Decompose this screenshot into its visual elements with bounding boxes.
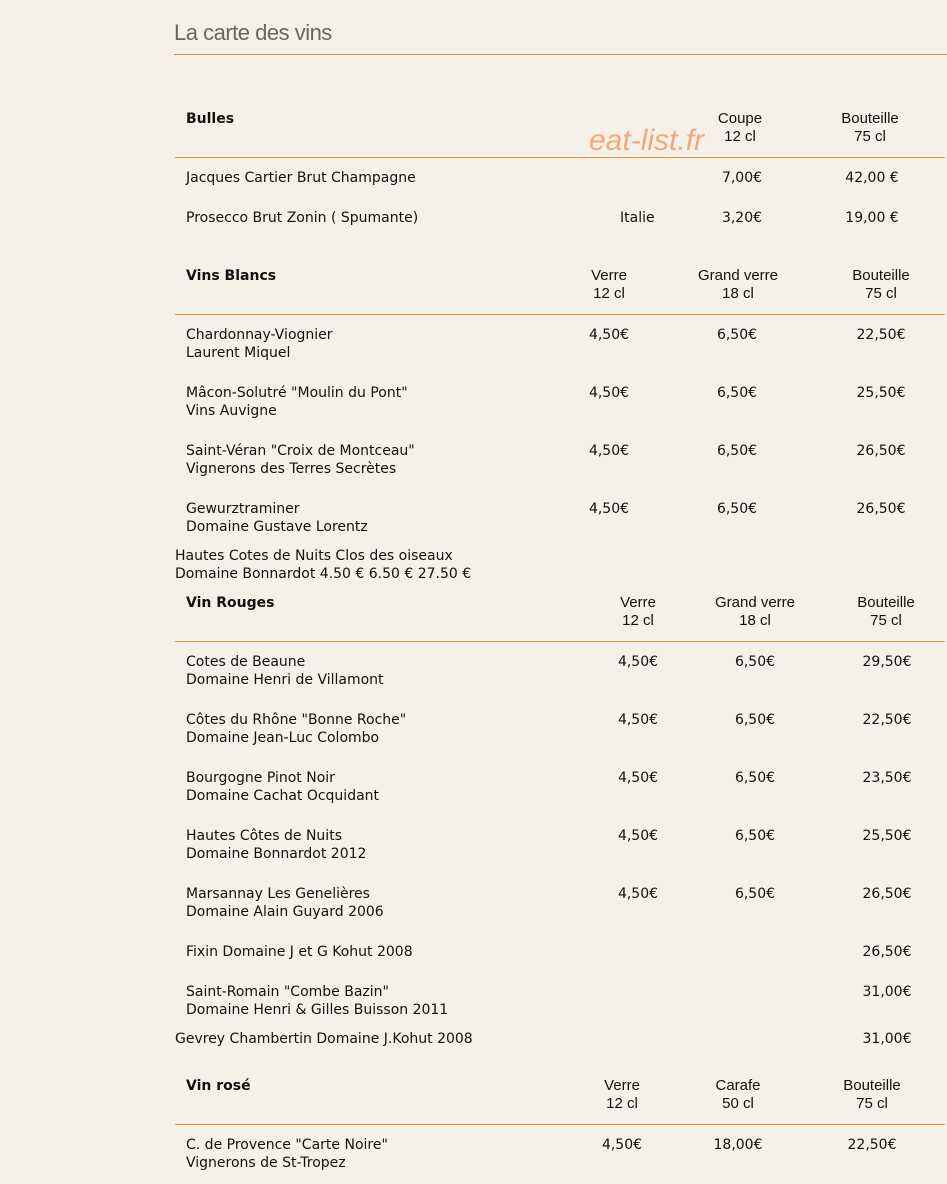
- wine-producer: Vins Auvigne: [186, 403, 277, 419]
- page-title: La carte des vins: [174, 20, 332, 45]
- price-verre: 4,50€: [617, 654, 659, 670]
- price-verre: 4,50€: [617, 886, 659, 902]
- wine-name: Fixin Domaine J et G Kohut 2008: [186, 944, 413, 960]
- section-divider: [175, 641, 945, 642]
- price-bouteille: 31,00€: [862, 1031, 912, 1047]
- price-verre: 4,50€: [588, 385, 630, 401]
- wine-name: Marsannay Les Genelières: [186, 886, 370, 902]
- price-verre: 4,50€: [617, 770, 659, 786]
- col-header-bouteille: [857, 594, 915, 630]
- price-verre: 4,50€: [588, 443, 630, 459]
- wine-producer: Domaine Gustave Lorentz: [186, 519, 368, 535]
- wine-producer: Domaine Cachat Ocquidant: [186, 788, 380, 804]
- wine-producer: Laurent Miquel: [186, 345, 291, 361]
- price-coupe: 3,20€: [721, 210, 763, 226]
- col-header-carafe: [715, 1077, 760, 1113]
- price-bouteille: 25,50€: [862, 828, 912, 844]
- price-bouteille: 22,50€: [856, 327, 906, 343]
- col-label: Grand verre: [714, 594, 796, 611]
- col-header-verre: [591, 267, 627, 303]
- col-header-grand-verre: [698, 267, 778, 303]
- section-title: Vin rosé: [186, 1078, 251, 1094]
- wine-producer: Domaine Alain Guyard 2006: [186, 904, 384, 920]
- price-bouteille: 42,00 €: [845, 170, 899, 186]
- wine-name: Bourgogne Pinot Noir: [186, 770, 335, 786]
- wine-name: Mâcon-Solutré "Moulin du Pont": [186, 385, 408, 401]
- wine-name: Jacques Cartier Brut Champagne: [186, 170, 416, 186]
- wine-name: Hautes Cotes de Nuits Clos des oiseaux: [175, 548, 453, 564]
- wine-name: Côtes du Rhône "Bonne Roche": [186, 712, 407, 728]
- col-size: 50 cl: [722, 1095, 754, 1112]
- price-grand-verre: 6,50€: [716, 443, 758, 459]
- price-coupe: 7,00€: [721, 170, 763, 186]
- price-verre: 4,50€: [601, 1137, 643, 1153]
- col-label: Grand verre: [697, 267, 779, 284]
- col-size: 12 cl: [622, 612, 654, 629]
- wine-name: Saint-Romain "Combe Bazin": [186, 984, 389, 1000]
- col-size: 75 cl: [865, 285, 897, 302]
- wine-name: Gewurztraminer: [186, 501, 300, 517]
- wine-producer: Vignerons de St-Tropez: [186, 1155, 346, 1171]
- col-header-grand-verre: [715, 594, 795, 630]
- price-verre: 4,50€: [617, 712, 659, 728]
- wine-producer-prices: Domaine Bonnardot 4.50 € 6.50 € 27.50 €: [175, 566, 472, 582]
- price-grand-verre: 6,50€: [734, 770, 776, 786]
- price-bouteille: 26,50€: [862, 944, 912, 960]
- col-size: 12 cl: [724, 128, 756, 145]
- col-size: 75 cl: [870, 612, 902, 629]
- price-grand-verre: 6,50€: [716, 501, 758, 517]
- price-bouteille: 19,00 €: [845, 210, 899, 226]
- price-bouteille: 22,50€: [847, 1137, 897, 1153]
- price-carafe: 18,00€: [713, 1137, 763, 1153]
- wine-origin: Italie: [620, 210, 655, 226]
- wine-producer: Domaine Henri de Villamont: [186, 672, 384, 688]
- section-title: Vin Rouges: [186, 595, 275, 611]
- col-label: Verre: [620, 594, 656, 611]
- col-label: Coupe: [717, 110, 763, 127]
- price-grand-verre: 6,50€: [734, 654, 776, 670]
- col-header-bouteille: [843, 1077, 901, 1113]
- col-label: Verre: [604, 1077, 640, 1094]
- price-bouteille: 29,50€: [862, 654, 912, 670]
- wine-name: C. de Provence "Carte Noire": [186, 1137, 388, 1153]
- price-bouteille: 23,50€: [862, 770, 912, 786]
- col-header-coupe: [718, 110, 762, 146]
- col-label: Bouteille: [843, 1077, 901, 1094]
- title-divider: [174, 54, 947, 55]
- col-header-bouteille: [852, 267, 910, 303]
- wine-name: Gevrey Chambertin Domaine J.Kohut 2008: [175, 1031, 473, 1047]
- col-size: 18 cl: [739, 612, 771, 629]
- price-bouteille: 22,50€: [862, 712, 912, 728]
- col-label: Bouteille: [852, 267, 910, 284]
- col-header-bouteille: [841, 110, 899, 146]
- col-size: 12 cl: [593, 285, 625, 302]
- price-grand-verre: 6,50€: [734, 712, 776, 728]
- price-bouteille: 26,50€: [862, 886, 912, 902]
- price-verre: 4,50€: [588, 327, 630, 343]
- col-header-verre: [620, 594, 656, 630]
- col-label: Carafe: [715, 1077, 761, 1094]
- wine-name: Prosecco Brut Zonin ( Spumante): [186, 210, 419, 226]
- col-label: Verre: [591, 267, 627, 284]
- col-label: Bouteille: [857, 594, 915, 611]
- wine-name: Chardonnay-Viognier: [186, 327, 333, 343]
- section-divider: [175, 314, 945, 315]
- price-grand-verre: 6,50€: [734, 886, 776, 902]
- col-header-verre: [604, 1077, 640, 1113]
- price-bouteille: 25,50€: [856, 385, 906, 401]
- col-size: 75 cl: [854, 128, 886, 145]
- price-verre: 4,50€: [617, 828, 659, 844]
- col-size: 12 cl: [606, 1095, 638, 1112]
- col-size: 75 cl: [856, 1095, 888, 1112]
- section-divider: [175, 1124, 945, 1125]
- section-title: Bulles: [186, 111, 235, 127]
- price-bouteille: 26,50€: [856, 501, 906, 517]
- price-grand-verre: 6,50€: [716, 327, 758, 343]
- wine-producer: Vignerons des Terres Secrètes: [186, 461, 397, 477]
- price-verre: 4,50€: [588, 501, 630, 517]
- wine-name: Cotes de Beaune: [186, 654, 306, 670]
- watermark: eat-list.fr: [589, 124, 705, 157]
- col-size: 18 cl: [722, 285, 754, 302]
- wine-name: Hautes Côtes de Nuits: [186, 828, 342, 844]
- price-bouteille: 31,00€: [862, 984, 912, 1000]
- wine-name: Saint-Véran "Croix de Montceau": [186, 443, 415, 459]
- price-grand-verre: 6,50€: [716, 385, 758, 401]
- section-title: Vins Blancs: [186, 268, 277, 284]
- price-grand-verre: 6,50€: [734, 828, 776, 844]
- col-label: Bouteille: [841, 110, 899, 127]
- price-bouteille: 26,50€: [856, 443, 906, 459]
- wine-producer: Domaine Bonnardot 2012: [186, 846, 367, 862]
- wine-producer: Domaine Henri & Gilles Buisson 2011: [186, 1002, 449, 1018]
- section-divider: [175, 157, 945, 158]
- wine-producer: Domaine Jean-Luc Colombo: [186, 730, 380, 746]
